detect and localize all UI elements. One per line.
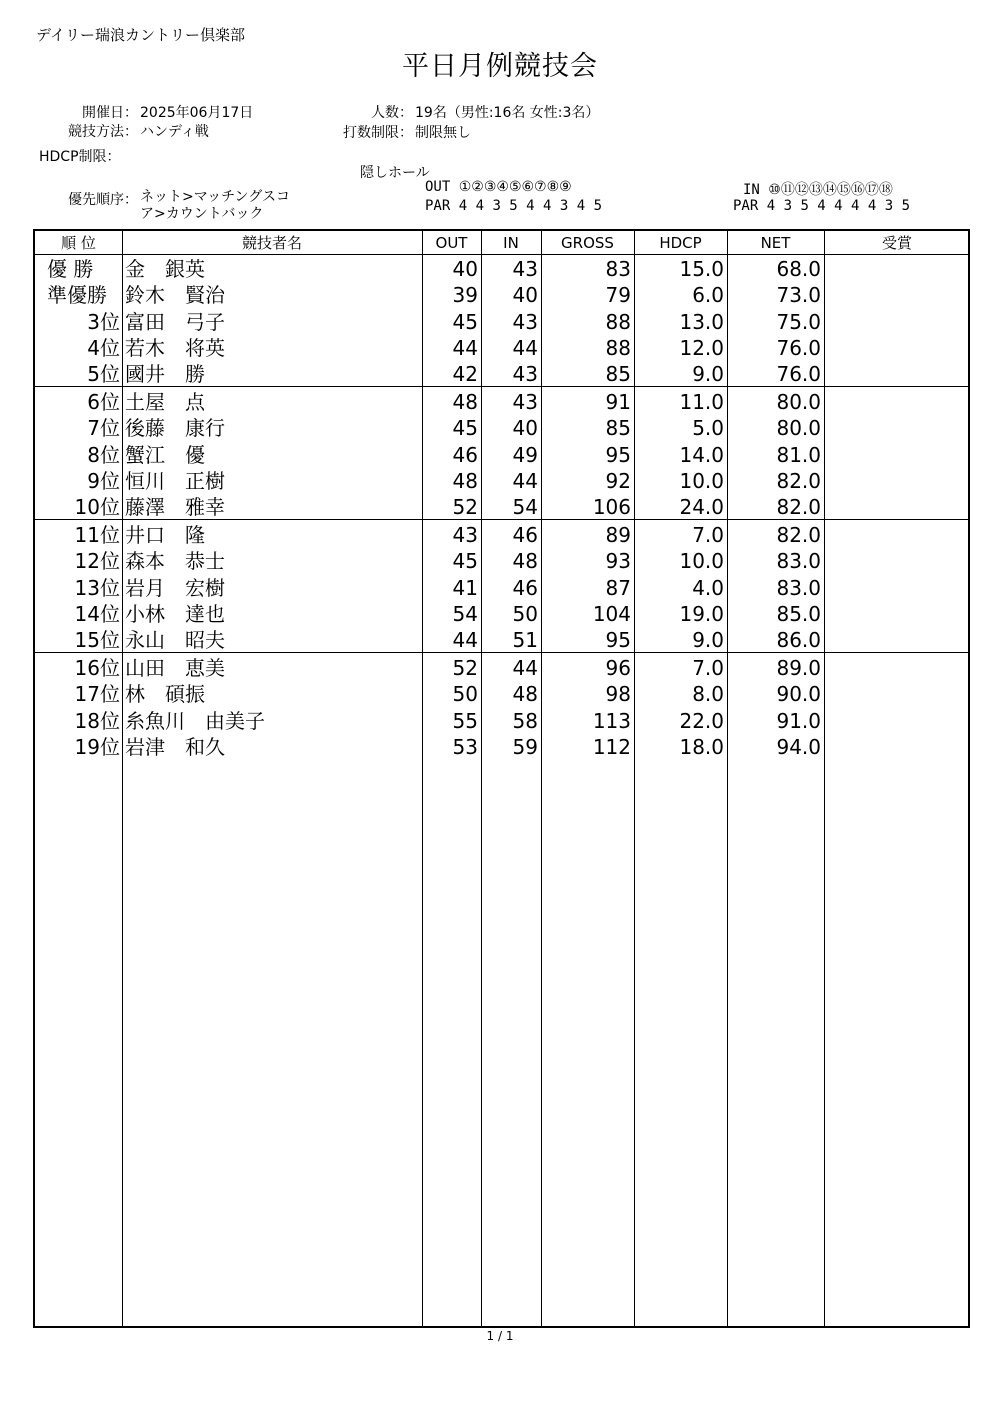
cell-in: 58 xyxy=(512,708,538,733)
cell-net: 68.0 xyxy=(776,257,821,281)
in-holes-row xyxy=(743,179,893,199)
cell-gross: 85 xyxy=(605,416,631,441)
cell-in: 51 xyxy=(512,628,538,653)
cell-gross: 93 xyxy=(605,549,631,574)
cell-net: 83.0 xyxy=(776,549,821,574)
count-value: 19名（男性:16名 女性:3名） xyxy=(415,105,600,121)
cell-in: 43 xyxy=(512,257,538,281)
cell-rank: 4位 xyxy=(87,335,120,360)
cell-name: 糸魚川 由美子 xyxy=(125,708,265,733)
cell-hdcp: 9.0 xyxy=(692,628,724,653)
limit-label: 打数制限： xyxy=(343,125,413,141)
cell-net: 76.0 xyxy=(776,362,821,387)
col-header-in: IN xyxy=(503,234,519,252)
cell-in: 50 xyxy=(512,601,538,626)
cell-net: 75.0 xyxy=(776,309,821,334)
cell-rank: 19位 xyxy=(74,734,120,759)
cell-in: 46 xyxy=(512,575,538,600)
cell-name: 藤澤 雅幸 xyxy=(125,495,225,520)
cell-rank: 8位 xyxy=(87,442,120,467)
col-header-gross: GROSS xyxy=(561,234,614,252)
par-label: PAR xyxy=(733,198,759,214)
cell-out: 50 xyxy=(452,682,478,707)
priority-label: 優先順序： xyxy=(68,192,138,208)
cell-hdcp: 18.0 xyxy=(679,734,724,759)
cell-out: 54 xyxy=(452,601,478,626)
in-par-values: 4 3 5 4 4 4 4 3 5 xyxy=(766,198,911,214)
cell-out: 45 xyxy=(452,309,478,334)
cell-rank: 12位 xyxy=(74,549,120,574)
in-hole-numbers: ⑩⑪⑫⑬⑭⑮⑯⑰⑱ xyxy=(768,182,893,198)
cell-in: 59 xyxy=(512,734,538,759)
cell-net: 80.0 xyxy=(776,416,821,441)
cell-gross: 88 xyxy=(605,309,631,334)
priority-line-2: ア>カウントバック xyxy=(140,206,264,222)
cell-name: 森本 恭士 xyxy=(125,549,225,574)
cell-rank: 15位 xyxy=(74,628,120,653)
col-header-rank: 順 位 xyxy=(61,234,96,252)
cell-name: 國井 勝 xyxy=(125,362,205,387)
cell-in: 43 xyxy=(512,390,538,414)
cell-rank: 5位 xyxy=(87,362,120,387)
cell-out: 52 xyxy=(452,495,478,520)
cell-in: 49 xyxy=(512,442,538,467)
page-number: 1 / 1 xyxy=(486,1329,514,1343)
cell-out: 55 xyxy=(452,708,478,733)
cell-gross: 95 xyxy=(605,442,631,467)
club-name: デイリー瑞浪カントリー倶楽部 xyxy=(36,26,245,44)
cell-gross: 98 xyxy=(605,682,631,707)
out-hole-numbers: ①②③④⑤⑥⑦⑧⑨ xyxy=(458,179,572,195)
cell-gross: 87 xyxy=(605,575,631,600)
cell-name: 後藤 康行 xyxy=(125,416,225,441)
cell-hdcp: 24.0 xyxy=(679,495,724,520)
cell-rank: 10位 xyxy=(74,495,120,520)
cell-net: 81.0 xyxy=(776,442,821,467)
cell-out: 52 xyxy=(452,656,478,680)
cell-net: 82.0 xyxy=(776,495,821,520)
method-value: ハンディ戦 xyxy=(140,124,209,140)
date-label: 開催日： xyxy=(82,105,138,121)
cell-name: 鈴木 賢治 xyxy=(125,283,225,308)
cell-rank: 9位 xyxy=(87,468,120,493)
cell-gross: 106 xyxy=(592,495,631,520)
cell-out: 41 xyxy=(452,575,478,600)
cell-hdcp: 6.0 xyxy=(692,283,724,308)
cell-gross: 85 xyxy=(605,362,631,387)
cell-net: 80.0 xyxy=(776,390,821,414)
cell-net: 82.0 xyxy=(776,468,821,493)
col-header-net: NET xyxy=(760,234,791,252)
cell-out: 45 xyxy=(452,416,478,441)
cell-gross: 79 xyxy=(605,283,631,308)
cell-gross: 113 xyxy=(592,708,631,733)
cell-out: 45 xyxy=(452,549,478,574)
cell-in: 44 xyxy=(512,656,538,680)
in-par-row xyxy=(733,198,910,214)
col-header-name: 競技者名 xyxy=(241,234,302,252)
cell-net: 85.0 xyxy=(776,601,821,626)
out-holes-row xyxy=(425,179,572,195)
cell-net: 91.0 xyxy=(776,708,821,733)
cell-name: 富田 弓子 xyxy=(125,309,225,334)
cell-out: 44 xyxy=(452,335,478,360)
cell-in: 48 xyxy=(512,682,538,707)
cell-rank: 13位 xyxy=(74,575,120,600)
cell-hdcp: 13.0 xyxy=(679,309,724,334)
cell-out: 48 xyxy=(452,468,478,493)
page-title: 平日月例競技会 xyxy=(402,51,598,82)
cell-gross: 96 xyxy=(605,656,631,680)
cell-name: 若木 将英 xyxy=(125,335,225,360)
cell-net: 90.0 xyxy=(776,682,821,707)
cell-out: 44 xyxy=(452,628,478,653)
cell-rank: 3位 xyxy=(87,309,120,334)
cell-rank: 準優勝 xyxy=(47,283,107,308)
cell-out: 53 xyxy=(452,734,478,759)
cell-hdcp: 10.0 xyxy=(679,468,724,493)
cell-gross: 89 xyxy=(605,523,631,547)
cell-rank: 6位 xyxy=(87,390,120,414)
cell-out: 39 xyxy=(452,283,478,308)
cell-in: 44 xyxy=(512,335,538,360)
cell-in: 43 xyxy=(512,362,538,387)
cell-in: 44 xyxy=(512,468,538,493)
cell-net: 89.0 xyxy=(776,656,821,680)
col-header-hdcp: HDCP xyxy=(659,234,702,252)
cell-in: 43 xyxy=(512,309,538,334)
cell-gross: 83 xyxy=(605,257,631,281)
cell-gross: 88 xyxy=(605,335,631,360)
cell-rank: 18位 xyxy=(74,708,120,733)
method-label: 競技方法： xyxy=(68,124,138,140)
cell-name: 蟹江 優 xyxy=(125,442,205,467)
cell-rank: 11位 xyxy=(74,523,120,547)
cell-hdcp: 11.0 xyxy=(679,390,724,414)
cell-out: 43 xyxy=(452,523,478,547)
cell-out: 40 xyxy=(452,257,478,281)
cell-hdcp: 15.0 xyxy=(679,257,724,281)
cell-rank: 17位 xyxy=(74,682,120,707)
cell-hdcp: 19.0 xyxy=(679,601,724,626)
cell-hdcp: 22.0 xyxy=(679,708,724,733)
cell-name: 山田 恵美 xyxy=(125,656,225,680)
cell-name: 林 碩振 xyxy=(125,682,205,707)
in-label: IN xyxy=(743,182,760,198)
cell-net: 82.0 xyxy=(776,523,821,547)
col-header-award: 受賞 xyxy=(881,234,912,252)
hdcp-limit-label: HDCP制限： xyxy=(39,149,121,165)
cell-rank: 16位 xyxy=(74,656,120,680)
out-par-row xyxy=(425,198,602,214)
cell-hdcp: 7.0 xyxy=(692,523,724,547)
cell-hdcp: 4.0 xyxy=(692,575,724,600)
cell-rank: 優 勝 xyxy=(47,257,94,281)
cell-net: 76.0 xyxy=(776,335,821,360)
out-par-values: 4 4 3 5 4 4 3 4 5 xyxy=(458,198,603,214)
cell-out: 46 xyxy=(452,442,478,467)
hidden-holes-label: 隠しホール xyxy=(360,165,430,181)
cell-hdcp: 5.0 xyxy=(692,416,724,441)
cell-hdcp: 8.0 xyxy=(692,682,724,707)
cell-hdcp: 7.0 xyxy=(692,656,724,680)
cell-in: 40 xyxy=(512,283,538,308)
cell-name: 永山 昭夫 xyxy=(125,628,225,653)
cell-out: 42 xyxy=(452,362,478,387)
cell-hdcp: 9.0 xyxy=(692,362,724,387)
cell-hdcp: 12.0 xyxy=(679,335,724,360)
cell-net: 94.0 xyxy=(776,734,821,759)
out-label: OUT xyxy=(425,179,451,195)
cell-name: 岩月 宏樹 xyxy=(125,575,225,600)
cell-net: 73.0 xyxy=(776,283,821,308)
date-value: 2025年06月17日 xyxy=(140,105,254,121)
cell-gross: 95 xyxy=(605,628,631,653)
cell-name: 井口 隆 xyxy=(125,523,205,547)
cell-gross: 91 xyxy=(605,390,631,414)
cell-gross: 104 xyxy=(592,601,631,626)
count-label: 人数： xyxy=(371,105,413,121)
cell-name: 土屋 点 xyxy=(125,390,205,414)
cell-rank: 14位 xyxy=(74,601,120,626)
cell-net: 86.0 xyxy=(776,628,821,653)
cell-in: 46 xyxy=(512,523,538,547)
cell-in: 40 xyxy=(512,416,538,441)
limit-value: 制限無し xyxy=(415,125,471,141)
cell-hdcp: 14.0 xyxy=(679,442,724,467)
cell-rank: 7位 xyxy=(87,416,120,441)
cell-name: 金 銀英 xyxy=(125,257,205,281)
results-table xyxy=(33,229,970,1328)
cell-net: 83.0 xyxy=(776,575,821,600)
cell-in: 54 xyxy=(512,495,538,520)
cell-gross: 92 xyxy=(605,468,631,493)
cell-name: 岩津 和久 xyxy=(125,734,225,759)
cell-hdcp: 10.0 xyxy=(679,549,724,574)
cell-out: 48 xyxy=(452,390,478,414)
col-header-out: OUT xyxy=(435,234,468,252)
priority-line-1: ネット>マッチングスコ xyxy=(140,189,291,205)
cell-gross: 112 xyxy=(592,734,631,759)
cell-name: 小林 達也 xyxy=(125,601,225,626)
cell-name: 恒川 正樹 xyxy=(125,468,225,493)
cell-in: 48 xyxy=(512,549,538,574)
par-label: PAR xyxy=(425,198,451,214)
